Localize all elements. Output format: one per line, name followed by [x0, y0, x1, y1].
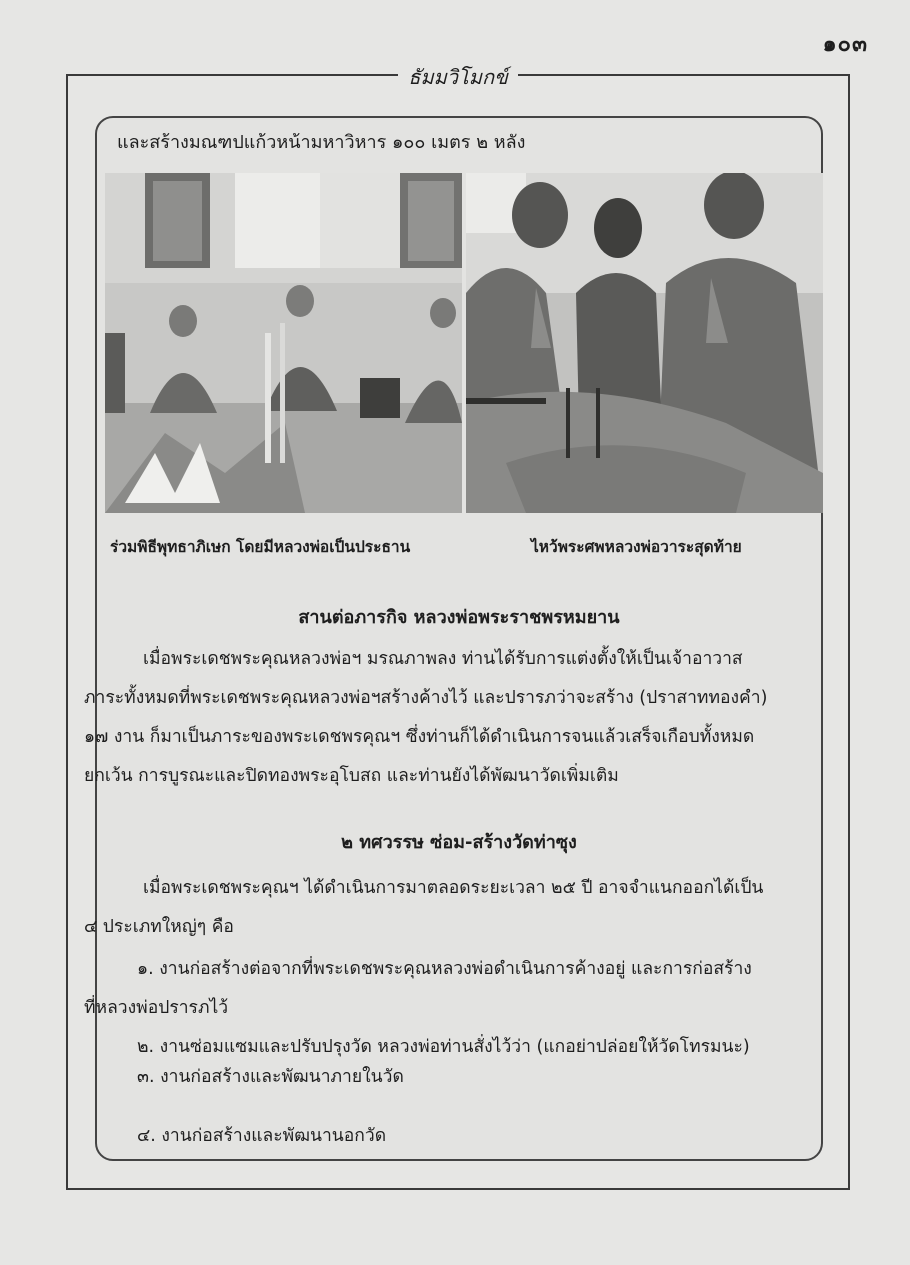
paragraph-line: เมื่อพระเดชพระคุณหลวงพ่อฯ มรณภาพลง ท่านได้รับการแต่งตั้งให้เป็นเจ้าอาวาส [143, 649, 743, 669]
content-box [84, 116, 823, 1161]
paragraph-line: ๑๗ งาน ก็มาเป็นภาระของพระเดชพรคุณฯ ซึ่งท่านก็ได้ดำเนินการจนแล้วเสร็จเกือบทั้งหมด [84, 727, 755, 747]
page-frame [66, 65, 850, 1190]
list-item: ๒. งานซ่อมแซมและปรับปรุงวัด หลวงพ่อท่านสั่งไว้ว่า (แกอย่าปล่อยให้วัดโทรมนะ) [137, 1037, 750, 1057]
page-number: ๑๐๓ [822, 32, 868, 57]
photo-caption-left: ร่วมพิธีพุทธาภิเษก โดยมีหลวงพ่อเป็นประธาน [110, 538, 411, 556]
list-item: ๓. งานก่อสร้างและพัฒนาภายในวัด [137, 1067, 404, 1087]
ceremony-image [105, 173, 462, 513]
running-head [68, 61, 848, 93]
section-heading-two-decades: ๒ ทศวรรษ ซ่อม-สร้างวัดท่าซุง [341, 832, 577, 853]
paragraph-line: ยกเว้น การบูรณะและปิดทองพระอุโบสถ และท่านยังได้พัฒนาวัดเพิ่มเติม [84, 766, 619, 786]
paragraph-line: ๔ ประเภทใหญ่ๆ คือ [84, 917, 234, 937]
photo-ceremony [105, 173, 462, 513]
running-head-text: ธัมมวิโมกข์ [398, 65, 518, 89]
photo-monks [466, 173, 823, 513]
section-heading-mission: สานต่อภารกิจ หลวงพ่อพระราชพรหมยาน [298, 607, 620, 628]
list-item: ๑. งานก่อสร้างต่อจากที่พระเดชพระคุณหลวงพ่อดำเนินการค้างอยู่ และการก่อสร้าง [137, 959, 752, 979]
paragraph-line: ภาระทั้งหมดที่พระเดชพระคุณหลวงพ่อฯสร้างค้างไว้ และปรารภว่าจะสร้าง (ปราสาททองคำ) [84, 688, 768, 708]
photo-caption-right: ไหว้พระศพหลวงพ่อวาระสุดท้าย [531, 538, 742, 556]
monks-image [466, 173, 823, 513]
list-item-continuation: ที่หลวงพ่อปรารภไว้ [84, 998, 229, 1018]
list-item: ๔. งานก่อสร้างและพัฒนานอกวัด [137, 1126, 387, 1146]
paragraph-line: เมื่อพระเดชพระคุณฯ ได้ดำเนินการมาตลอดระยะเวลา ๒๕ ปี อาจจำแนกออกได้เป็น [143, 878, 764, 898]
intro-line: และสร้างมณฑปแก้วหน้ามหาวิหาร ๑๐๐ เมตร ๒ หลัง [117, 132, 526, 153]
